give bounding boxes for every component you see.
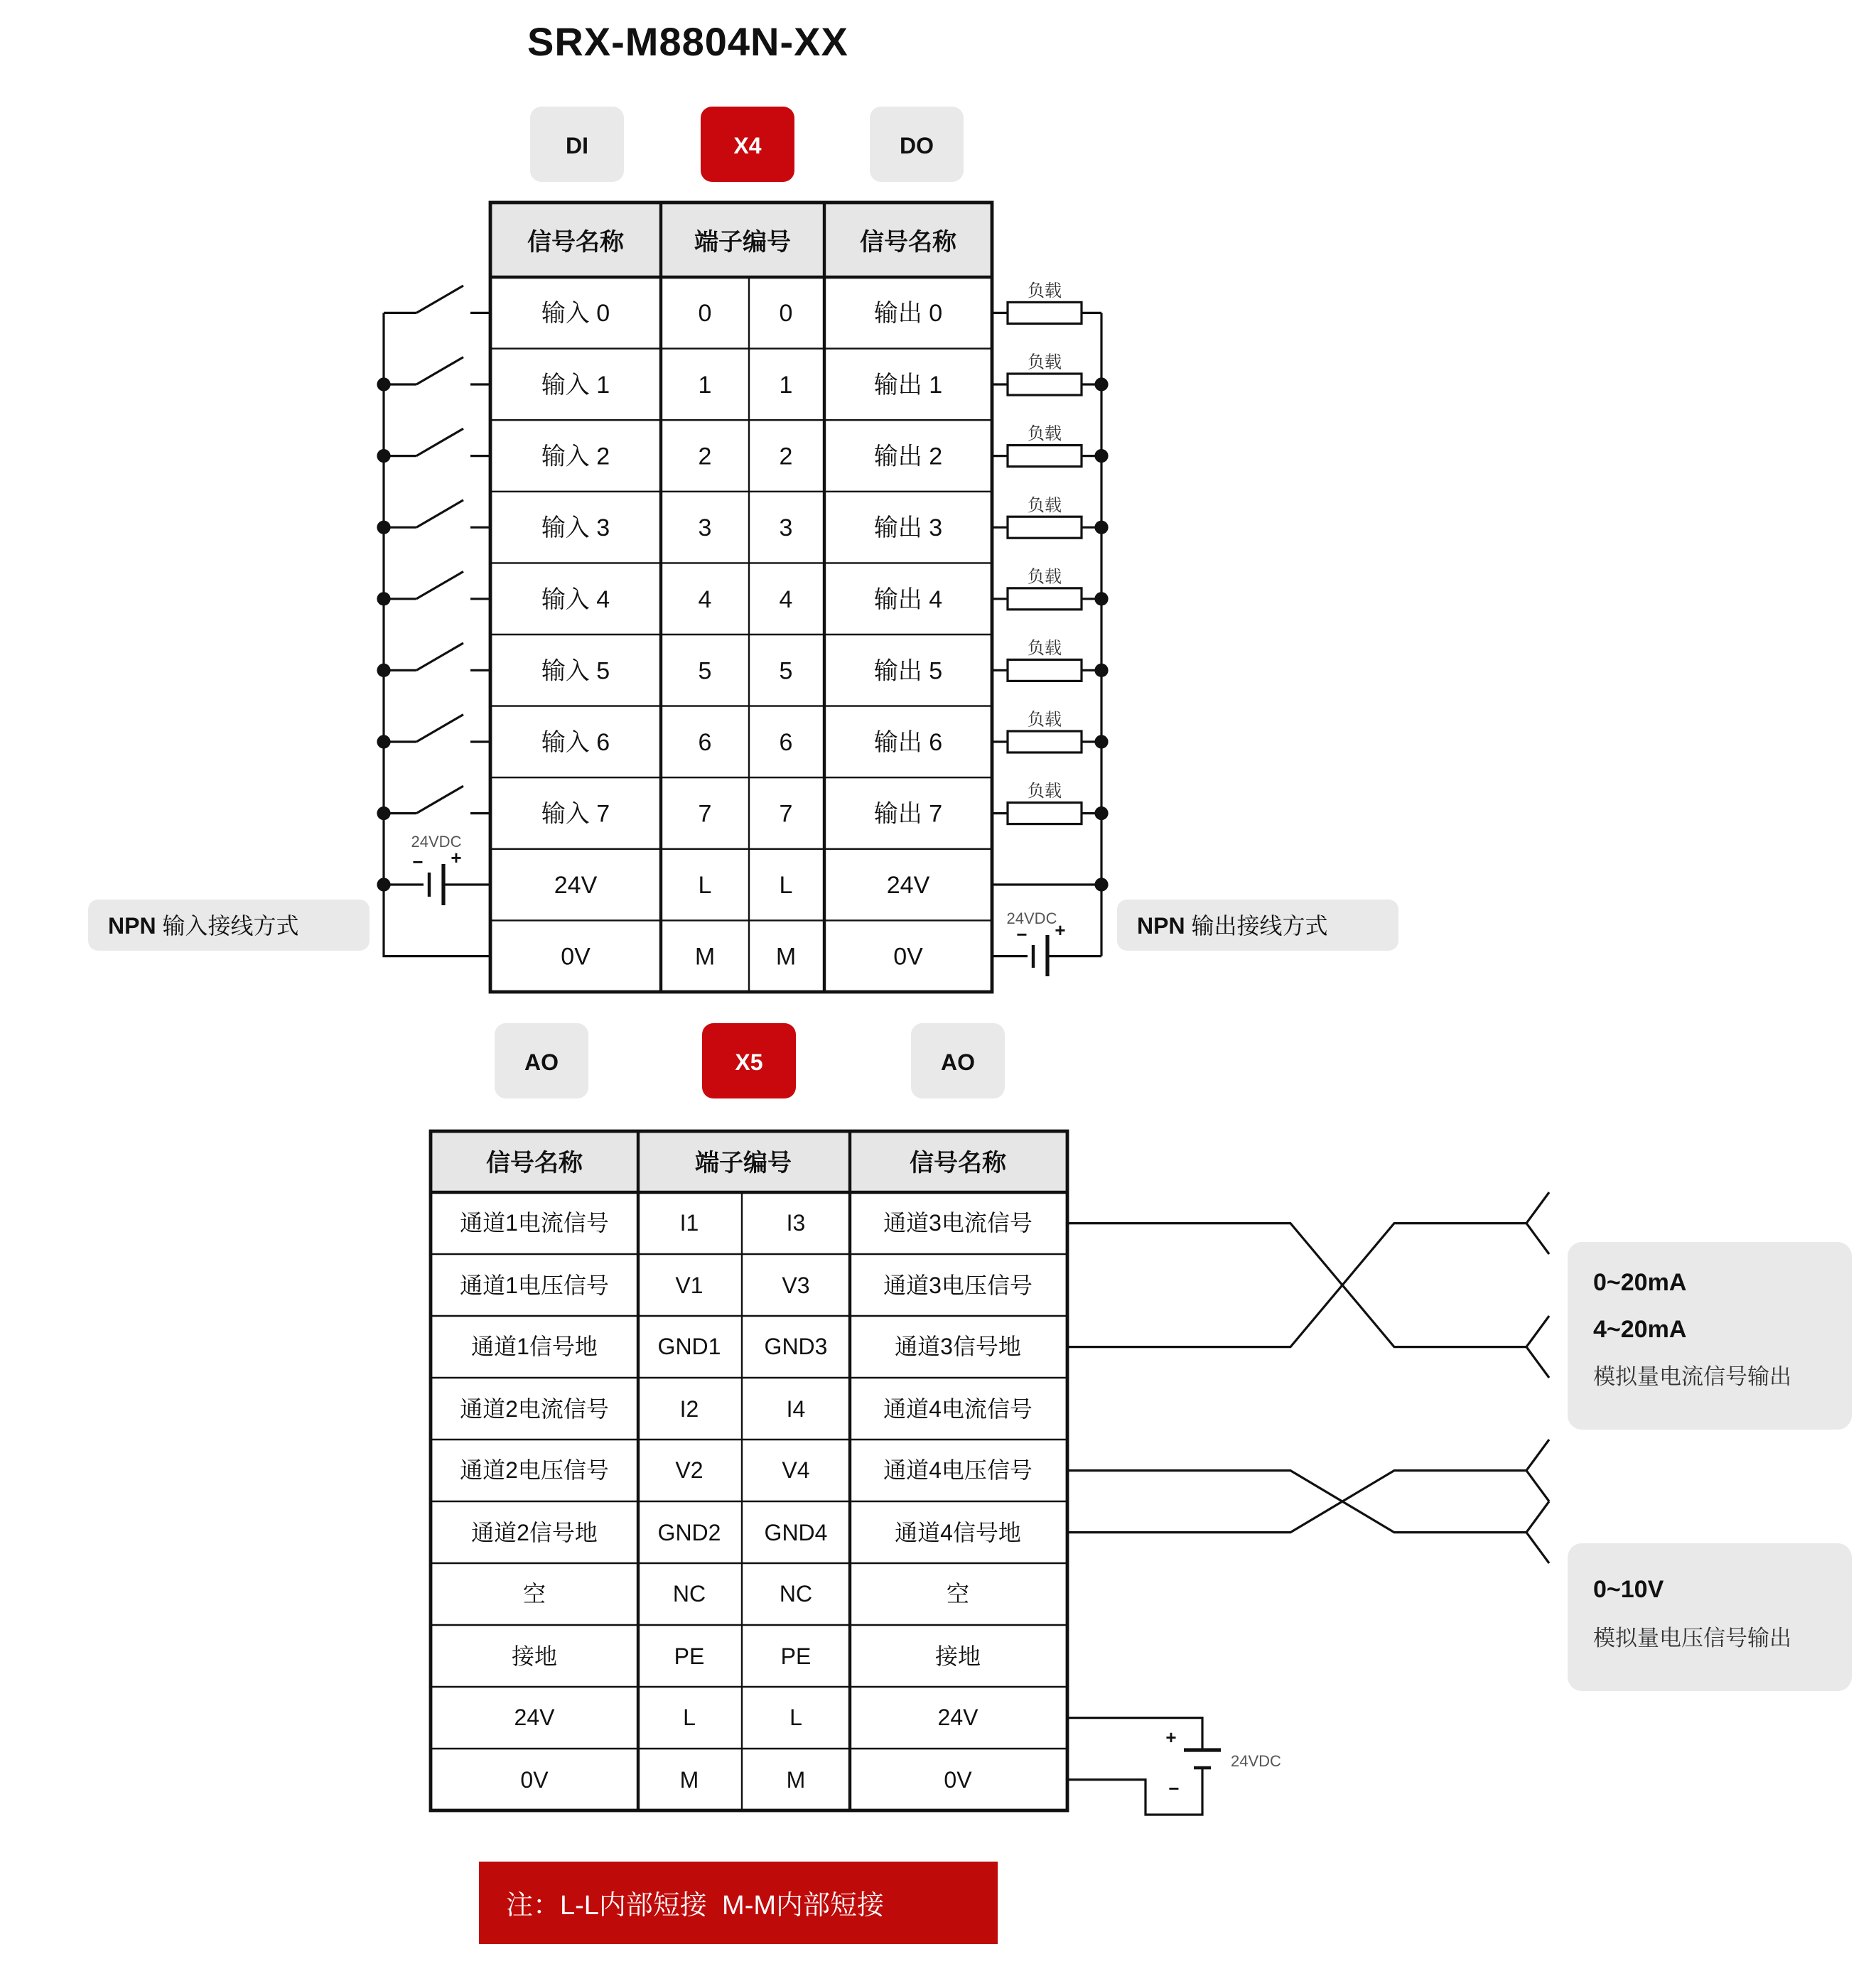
- col-header: 信号名称: [860, 229, 956, 256]
- load-label: 负载: [1028, 639, 1062, 658]
- cell: GND2: [657, 1520, 721, 1545]
- cell: 7: [698, 800, 712, 828]
- cell: 输出 5: [873, 657, 943, 685]
- col-header: 信号名称: [486, 1150, 583, 1177]
- cell: I3: [786, 1210, 806, 1236]
- cell: 5: [698, 657, 712, 685]
- cell: 通道3电压信号: [883, 1273, 1033, 1298]
- note-text: 注：L-L内部短接 M-M内部短接: [506, 1891, 885, 1921]
- input-supply-battery: [384, 833, 490, 905]
- ao-table: [431, 1131, 1067, 1810]
- cell: 4: [698, 585, 712, 613]
- cell: M: [694, 943, 716, 971]
- cell: 输出 3: [873, 514, 943, 541]
- cell: 通道2信号地: [471, 1520, 598, 1545]
- cell: PE: [780, 1643, 812, 1669]
- cell: 通道4电流信号: [883, 1396, 1033, 1422]
- cell: 2: [779, 443, 793, 470]
- cell: 通道2电压信号: [460, 1457, 609, 1483]
- cell: 输入 1: [541, 372, 610, 399]
- load-label: 负载: [1028, 281, 1062, 301]
- cell: 0: [779, 300, 793, 327]
- cell: 3: [698, 514, 712, 541]
- input-supply-label: 24VDC: [411, 833, 462, 851]
- npn-output-label-box: [1117, 900, 1398, 951]
- current-output-label-box: [1568, 1242, 1852, 1430]
- analog-current-output-pair: [1067, 1192, 1852, 1430]
- cell: 24V: [937, 1705, 979, 1730]
- cell: GND1: [657, 1334, 721, 1359]
- cell: 0V: [520, 1767, 549, 1793]
- voltage-output-desc: 模拟量电压信号输出: [1593, 1626, 1791, 1651]
- twisted-pair-wire: [1067, 1471, 1549, 1563]
- npn-output-wiring: [992, 281, 1398, 976]
- twisted-pair-wire: [1067, 1440, 1549, 1533]
- load-label: 负载: [1028, 782, 1062, 801]
- cell: PE: [674, 1643, 705, 1669]
- twisted-pair-wire: [1067, 1224, 1549, 1378]
- top-badges: [530, 107, 964, 182]
- cell: V2: [675, 1457, 704, 1483]
- cell: NC: [672, 1581, 706, 1607]
- cell: 输入 3: [541, 514, 610, 541]
- cell: 0V: [893, 943, 923, 971]
- cell: 输入 7: [541, 800, 610, 828]
- cell: 输出 4: [873, 585, 943, 613]
- cell: 通道3信号地: [895, 1334, 1021, 1359]
- cell: 24V: [514, 1705, 555, 1730]
- cell: 输入 2: [541, 443, 610, 470]
- cell: 输入 4: [541, 585, 610, 613]
- npn-input-label: NPN 输入接线方式: [108, 913, 299, 939]
- minus-sign: −: [1016, 924, 1028, 945]
- load-label: 负载: [1028, 352, 1062, 372]
- cell: M: [679, 1767, 699, 1793]
- cell: 6: [698, 729, 712, 756]
- cell: GND4: [764, 1520, 828, 1545]
- npn-output-label: NPN 输出接线方式: [1137, 913, 1328, 939]
- cell: M: [786, 1767, 806, 1793]
- cell: 通道2电流信号: [460, 1396, 609, 1422]
- voltage-output-label-bg: [1568, 1543, 1852, 1691]
- page-title: SRX-M8804N-XX: [527, 19, 848, 64]
- cell: 24V: [886, 872, 930, 899]
- npn-input-label-box: [88, 900, 370, 951]
- cell: L: [779, 872, 793, 899]
- col-header: 信号名称: [910, 1150, 1006, 1177]
- cell: NC: [779, 1581, 813, 1607]
- supply-24v-wire: [1067, 1718, 1202, 1750]
- plus-sign: +: [1165, 1727, 1177, 1748]
- cell: V3: [782, 1273, 810, 1298]
- supply-0v-wire: [1067, 1768, 1202, 1815]
- cell: 0V: [944, 1767, 972, 1793]
- input-switches: [384, 286, 490, 814]
- ao-supply-battery: [1067, 1718, 1281, 1815]
- badge-x4-label: X4: [733, 133, 762, 158]
- badge-ao-right-label: AO: [941, 1049, 975, 1075]
- cell: 1: [698, 372, 712, 399]
- cell: 通道1电流信号: [460, 1210, 609, 1236]
- cell: L: [683, 1705, 696, 1730]
- twisted-pair-wire: [1067, 1192, 1549, 1347]
- cell: L: [698, 872, 712, 899]
- cell: 输出 0: [873, 300, 943, 327]
- input-common-bus: [384, 313, 490, 956]
- cell: 输出 2: [873, 443, 943, 470]
- current-range-1: 0~20mA: [1593, 1269, 1687, 1296]
- cell: 0: [698, 300, 712, 327]
- cell: 输出 7: [873, 800, 943, 828]
- cell: 1: [779, 372, 793, 399]
- cell: 接地: [511, 1643, 558, 1669]
- cell: 输出 6: [873, 729, 943, 756]
- cell: 5: [779, 657, 793, 685]
- cell: 空: [946, 1581, 970, 1607]
- cell: GND3: [764, 1334, 828, 1359]
- cell: 通道4电压信号: [883, 1457, 1033, 1483]
- cell: 输出 1: [873, 372, 943, 399]
- current-range-2: 4~20mA: [1593, 1316, 1687, 1343]
- load-label: 负载: [1028, 567, 1062, 587]
- output-loads: [992, 281, 1101, 824]
- ao-supply-label: 24VDC: [1231, 1752, 1281, 1770]
- load-label: 负载: [1028, 710, 1062, 730]
- cell: 输入 6: [541, 729, 610, 756]
- cell: V1: [675, 1273, 704, 1298]
- cell: L: [789, 1705, 802, 1730]
- cell: 0V: [561, 943, 591, 971]
- badge-do-label: DO: [900, 133, 934, 158]
- cell: 通道1电压信号: [460, 1273, 609, 1298]
- current-output-desc: 模拟量电流信号输出: [1593, 1364, 1791, 1389]
- cell: I1: [679, 1210, 699, 1236]
- cell: 3: [779, 514, 793, 541]
- npn-input-wiring: [88, 286, 490, 956]
- load-label: 负载: [1028, 424, 1062, 444]
- cell: 24V: [554, 872, 598, 899]
- col-header: 端子编号: [694, 229, 791, 256]
- plus-sign: +: [1055, 919, 1066, 941]
- cell: 2: [698, 443, 712, 470]
- badge-di-label: DI: [566, 133, 588, 158]
- voltage-output-label-box: [1568, 1543, 1852, 1691]
- cell: I2: [679, 1396, 699, 1422]
- analog-voltage-output-pair: [1067, 1440, 1852, 1691]
- badge-ao-left-label: AO: [524, 1049, 559, 1075]
- minus-sign: −: [412, 851, 424, 873]
- cell: I4: [786, 1396, 806, 1422]
- output-supply-battery: [992, 909, 1101, 976]
- cell: 4: [779, 585, 793, 613]
- cell: V4: [782, 1457, 810, 1483]
- load-label: 负载: [1028, 495, 1062, 515]
- cell: 输入 0: [541, 300, 610, 327]
- cell: 6: [779, 729, 793, 756]
- cell: 7: [779, 800, 793, 828]
- col-header: 端子编号: [695, 1150, 792, 1177]
- bottom-badges: [495, 1023, 1005, 1098]
- di-do-table: [490, 203, 992, 992]
- cell: 接地: [934, 1643, 981, 1669]
- cell: 通道1信号地: [471, 1334, 598, 1359]
- badge-x5-label: X5: [735, 1049, 763, 1075]
- plus-sign: +: [451, 847, 462, 868]
- cell: 空: [522, 1581, 546, 1607]
- cell: 通道3电流信号: [883, 1210, 1033, 1236]
- col-header: 信号名称: [527, 229, 624, 256]
- voltage-range: 0~10V: [1593, 1576, 1664, 1603]
- output-supply-label: 24VDC: [1006, 909, 1057, 927]
- minus-sign: −: [1168, 1778, 1180, 1799]
- cell: 通道4信号地: [895, 1520, 1021, 1545]
- cell: M: [775, 943, 797, 971]
- note-banner: [479, 1862, 998, 1944]
- cell: 输入 5: [541, 657, 610, 685]
